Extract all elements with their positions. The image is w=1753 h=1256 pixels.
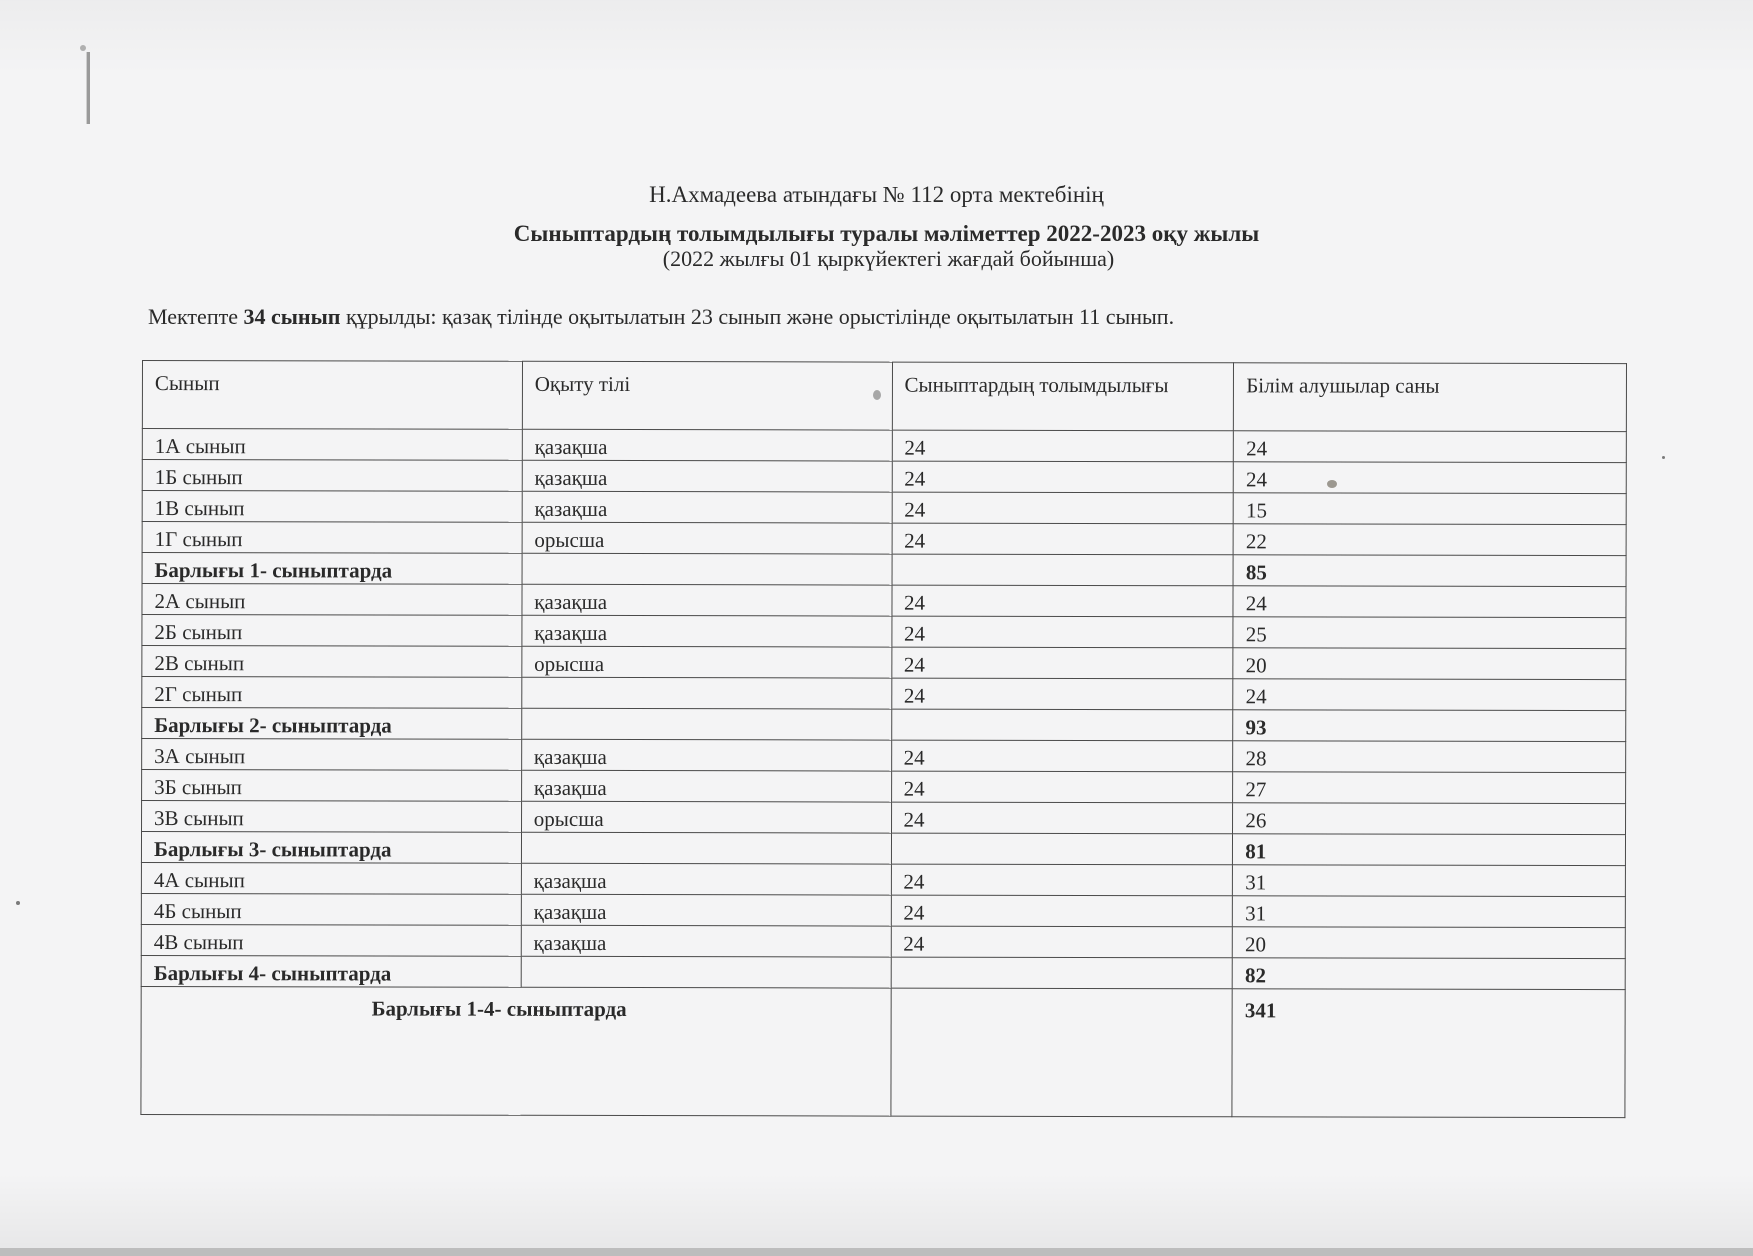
scan-speck — [1662, 456, 1665, 459]
subtotal-capacity — [891, 957, 1233, 989]
students-cell: 20 — [1233, 927, 1626, 959]
class-name-cell: 1А сынып — [142, 429, 522, 461]
capacity-cell: 24 — [891, 585, 1233, 617]
table-row — [142, 770, 1626, 804]
grand-total-label: Барлығы 1-4- сыныптарда — [141, 986, 891, 1116]
language-cell: орысша — [522, 522, 892, 554]
intro-class-count: 34 сынып — [243, 304, 341, 329]
table-row — [142, 429, 1626, 463]
capacity-cell: 24 — [891, 802, 1233, 834]
subtotal-capacity — [891, 709, 1233, 741]
capacity-cell: 24 — [892, 430, 1234, 462]
intro-suffix: құрылды: қазақ тілінде оқытылатын 23 сынып және орыстілінде оқытылатын 11 сынып. — [340, 304, 1175, 329]
header-capacity: Сыныптардың толымдылығы — [892, 362, 1234, 431]
school-name: Н.Ахмадеева атындағы № 112 орта мектебінің — [649, 182, 1104, 207]
capacity-cell: 24 — [891, 895, 1233, 927]
students-cell: 31 — [1233, 865, 1626, 897]
class-name-cell: 1Г сынып — [142, 522, 522, 554]
subtotal-label: Барлығы 4- сыныптарда — [141, 955, 521, 987]
table-row — [142, 491, 1626, 525]
capacity-cell: 24 — [891, 678, 1233, 710]
capacity-cell: 24 — [891, 647, 1233, 679]
students-cell: 27 — [1233, 772, 1626, 804]
language-cell: орысша — [522, 646, 892, 678]
language-cell: қазақша — [521, 925, 891, 957]
subtotal-language — [521, 708, 891, 740]
staple-mark — [80, 45, 86, 51]
subtotal-students: 93 — [1233, 710, 1626, 742]
subtotal-label: Барлығы 3- сыныптарда — [141, 832, 521, 864]
staple-icon — [86, 52, 90, 124]
language-cell: қазақша — [521, 863, 891, 895]
scanner-edge — [0, 1248, 1753, 1256]
capacity-cell: 24 — [891, 926, 1233, 958]
subtotal-row — [142, 708, 1626, 742]
subtotal-row — [141, 832, 1625, 866]
language-cell: қазақша — [522, 584, 892, 616]
capacity-cell: 24 — [891, 771, 1233, 803]
students-cell: 28 — [1233, 741, 1626, 773]
header-students: Білім алушылар саны — [1234, 363, 1627, 432]
students-cell: 15 — [1233, 493, 1626, 525]
document-title: Сыныптардың толымдылығы туралы мәліметтер 2022-2023 оқу жылы — [513, 221, 1260, 246]
table-row — [141, 862, 1625, 896]
capacity-cell: 24 — [891, 740, 1233, 772]
header-language: Оқыту тілі — [522, 361, 892, 430]
students-cell: 24 — [1234, 462, 1627, 494]
class-name-cell: 2В сынып — [142, 646, 522, 678]
students-cell: 24 — [1233, 586, 1626, 618]
subtotal-language — [522, 553, 892, 585]
students-cell: 24 — [1234, 431, 1627, 463]
language-cell: қазақша — [521, 739, 891, 771]
table-row — [142, 522, 1626, 556]
subtotal-language — [521, 956, 891, 988]
language-cell: қазақша — [521, 894, 891, 926]
scan-speck — [16, 901, 20, 905]
class-name-cell: 2Б сынып — [142, 615, 522, 647]
table-row — [142, 677, 1626, 711]
students-cell: 26 — [1233, 803, 1626, 835]
capacity-cell: 24 — [891, 864, 1233, 896]
class-name-cell: 3В сынып — [142, 801, 522, 833]
students-cell: 24 — [1233, 679, 1626, 711]
class-name-cell: 3А сынып — [142, 739, 522, 771]
header-class: Сынып — [142, 361, 522, 430]
table-row — [142, 615, 1626, 649]
class-name-cell: 4Б сынып — [141, 893, 521, 925]
subtotal-label: Барлығы 2- сыныптарда — [142, 708, 522, 740]
students-cell: 31 — [1233, 896, 1626, 928]
subtotal-capacity — [891, 833, 1233, 865]
grand-total-row — [141, 986, 1625, 1117]
subtotal-capacity — [892, 554, 1234, 586]
capacity-cell: 24 — [892, 523, 1234, 555]
table-row — [142, 801, 1626, 835]
subtotal-row — [142, 553, 1626, 587]
class-name-cell: 2Г сынып — [142, 677, 522, 709]
subtotal-students: 85 — [1233, 555, 1626, 587]
table-row — [141, 924, 1625, 958]
students-cell: 25 — [1233, 617, 1626, 649]
class-name-cell: 1Б сынып — [142, 460, 522, 492]
class-name-cell: 3Б сынып — [142, 770, 522, 802]
class-name-cell: 2А сынып — [142, 584, 522, 616]
document-subtitle: (2022 жылғы 01 қыркүйектегі жағдай бойынша) — [662, 246, 1115, 271]
subtotal-students: 82 — [1232, 958, 1625, 990]
language-cell: қазақша — [521, 770, 891, 802]
capacity-cell: 24 — [891, 616, 1233, 648]
students-cell: 20 — [1233, 648, 1626, 680]
language-cell: қазақша — [522, 491, 892, 523]
table-row — [142, 460, 1626, 494]
class-name-cell: 4А сынып — [141, 862, 521, 894]
intro-prefix: Мектепте — [148, 304, 244, 329]
subtotal-language — [521, 832, 891, 864]
table-row — [142, 739, 1626, 773]
subtotal-row — [141, 955, 1625, 989]
intro-paragraph — [148, 304, 1174, 330]
grand-total-capacity — [890, 988, 1232, 1117]
language-cell — [522, 677, 892, 709]
class-name-cell: 1В сынып — [142, 491, 522, 523]
table-row — [142, 646, 1626, 680]
students-cell: 22 — [1233, 524, 1626, 556]
capacity-cell: 24 — [892, 492, 1234, 524]
grand-total-students: 341 — [1232, 989, 1625, 1118]
class-capacity-table — [140, 360, 1627, 1118]
language-cell: орысша — [521, 801, 891, 833]
table-row — [142, 584, 1626, 618]
table-header-row — [142, 361, 1626, 432]
subtotal-label: Барлығы 1- сыныптарда — [142, 553, 522, 585]
language-cell: қазақша — [522, 615, 892, 647]
subtotal-students: 81 — [1233, 834, 1626, 866]
table-body — [141, 429, 1626, 990]
table-row — [141, 893, 1625, 927]
class-name-cell: 4В сынып — [141, 924, 521, 956]
capacity-cell: 24 — [892, 461, 1234, 493]
language-cell: қазақша — [522, 460, 892, 492]
language-cell: қазақша — [522, 429, 892, 461]
